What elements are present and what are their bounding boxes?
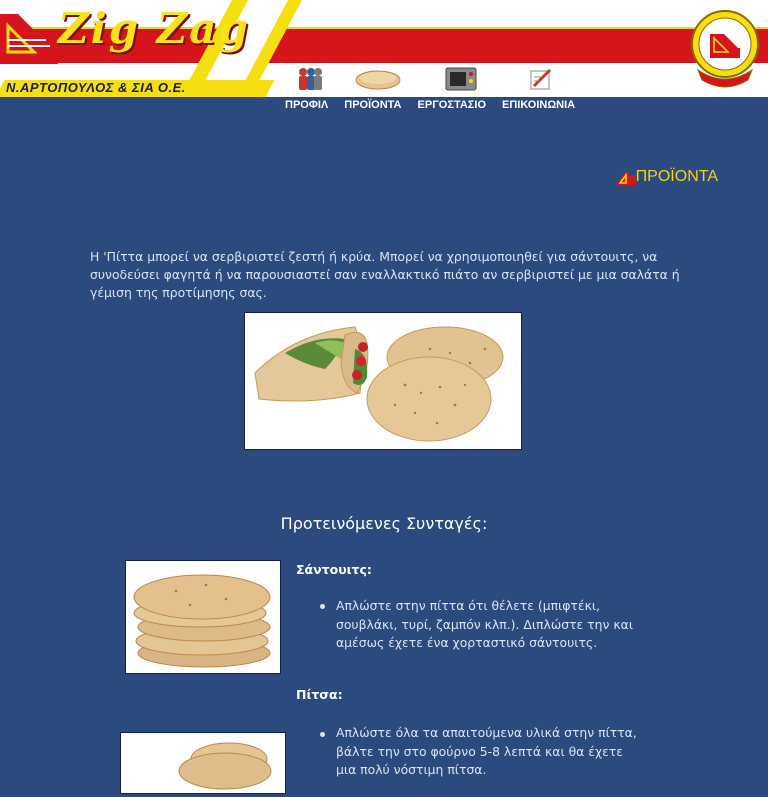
brand-logo-text[interactable]: Zig Zag [58,4,250,53]
pita-photo [244,312,522,450]
recipe-text-pizza: Απλώστε όλα τα απαιτούμενα υλικά στην πίττα, βάλτε την στο φούρνο 5-8 λεπτά και θα έχετε μια πολύ νόστιμη πίτσα. [336,725,637,777]
pizza-pita-photo [120,732,286,794]
recipes-title: Προτεινόμενες Συνταγές: [280,514,488,533]
section-title [616,168,718,186]
intro-paragraph: Η 'Πίττα μπορεί να σερβιριστεί ζεστή ή κρύα. Μπορεί να χρησιμοποιηθεί για σάντουιτς, να συνοδεύσει φαγητά ή να παρουσιαστεί σαν εναλλακτικό πιάτο αν σερβιριστεί με μια σαλάτα ή γέμιση της προτίμησης σας. [90,249,680,300]
page-title: ΠΡΟΪΟΝΤΑ [635,168,718,185]
emblem-seal-icon [688,8,762,88]
factory-oven-icon[interactable] [444,66,478,92]
pita-stack-photo [125,560,281,674]
nav-link-profile[interactable]: ΠΡΟΦΙΛ [285,99,329,111]
nav-icons [290,66,590,94]
nav-link-products[interactable]: ΠΡΟΪΟΝΤΑ [344,99,402,111]
bullet-icon [320,732,325,737]
recipe-text-sandwich: Απλώστε στην πίττα ότι θέλετε (μπιφτέκι, σουβλάκι, τυρί, ζαμπόν κλπ.). Διπλώστε την και αμέσως έχετε ένα χορταστικό σάντουιτς. [336,598,634,650]
contact-pen-icon[interactable] [528,66,554,92]
nav-link-factory[interactable]: ΕΡΓΟΣΤΑΣΙΟ [417,99,487,111]
logo-mark-icon [0,14,58,64]
title-logo-icon [616,169,636,185]
main-nav [285,99,591,111]
recipe-heading-pizza: Πίτσα: [296,687,343,702]
nav-link-contact[interactable]: ΕΠΙΚΟΙΝΩΝΙΑ [502,99,576,111]
company-name: Ν.ΑΡΤΟΠΟΥΛΟΣ & ΣΙΑ Ο.Ε. [6,80,186,95]
recipe-heading-sandwich: Σάντουιτς: [296,562,372,577]
people-icon[interactable] [296,66,324,92]
bread-icon[interactable] [354,66,402,92]
bullet-icon [320,604,325,609]
